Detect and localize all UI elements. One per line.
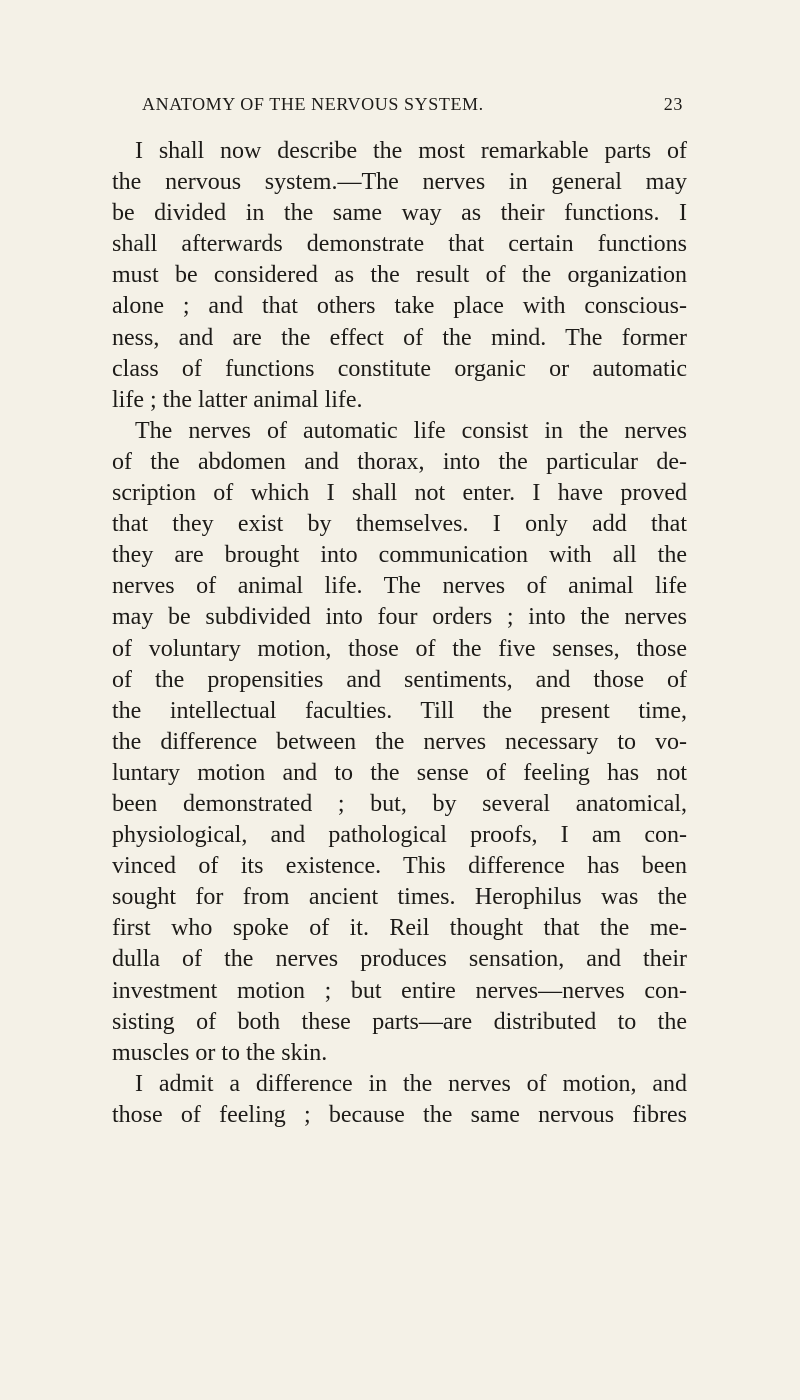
text-line: investment motion ; but entire nerves—nerves con-: [112, 977, 687, 1004]
text-line: shall afterwards demonstrate that certain functions: [112, 231, 687, 258]
text-line: the nervous system.—The nerves in general may: [112, 169, 687, 196]
text-line: of the propensities and sentiments, and those of: [112, 666, 687, 693]
text-line: muscles or to the skin.: [112, 1039, 328, 1066]
text-line: be divided in the same way as their functions. I: [112, 200, 687, 227]
text-line: dulla of the nerves produces sensation, and their: [112, 946, 687, 973]
text-line: first who spoke of it. Reil thought that the me-: [112, 915, 687, 942]
text-line: been demonstrated ; but, by several anatomical,: [112, 790, 687, 817]
text-line: I admit a difference in the nerves of motion, and: [135, 1070, 687, 1097]
text-line: life ; the latter animal life.: [112, 386, 363, 413]
text-line: sought for from ancient times. Herophilus was the: [112, 884, 687, 911]
running-title: ANATOMY OF THE NERVOUS SYSTEM.: [142, 94, 484, 114]
text-line: that they exist by themselves. I only add that: [112, 511, 687, 538]
text-line: of voluntary motion, those of the five senses, those: [112, 635, 687, 662]
running-head: [142, 89, 683, 119]
text-line: nerves of animal life. The nerves of animal life: [112, 573, 687, 600]
text-line: those of feeling ; because the same nervous fibres: [112, 1101, 687, 1128]
page-number: 23: [663, 94, 683, 114]
text-line: physiological, and pathological proofs, I am con-: [112, 822, 687, 849]
text-line: The nerves of automatic life consist in the nerves: [135, 417, 687, 444]
text-line: alone ; and that others take place with conscious-: [112, 293, 687, 320]
body-text: [112, 136, 687, 1131]
text-line: the intellectual faculties. Till the present time,: [112, 697, 687, 724]
text-line: luntary motion and to the sense of feeling has not: [112, 759, 687, 786]
text-line: must be considered as the result of the organization: [112, 262, 687, 289]
text-line: scription of which I shall not enter. I have proved: [112, 480, 687, 507]
text-line: ness, and are the effect of the mind. The former: [112, 324, 687, 351]
text-line: vinced of its existence. This difference has been: [112, 853, 687, 880]
text-line: I shall now describe the most remarkable parts of: [135, 138, 687, 164]
text-line: sisting of both these parts—are distributed to the: [112, 1008, 687, 1035]
text-line: may be subdivided into four orders ; into the nerves: [112, 604, 687, 631]
text-line: of the abdomen and thorax, into the particular de-: [112, 448, 687, 475]
text-line: the difference between the nerves necessary to vo-: [112, 728, 687, 755]
text-line: class of functions constitute organic or automatic: [112, 355, 687, 382]
text-line: they are brought into communication with all the: [112, 542, 687, 569]
